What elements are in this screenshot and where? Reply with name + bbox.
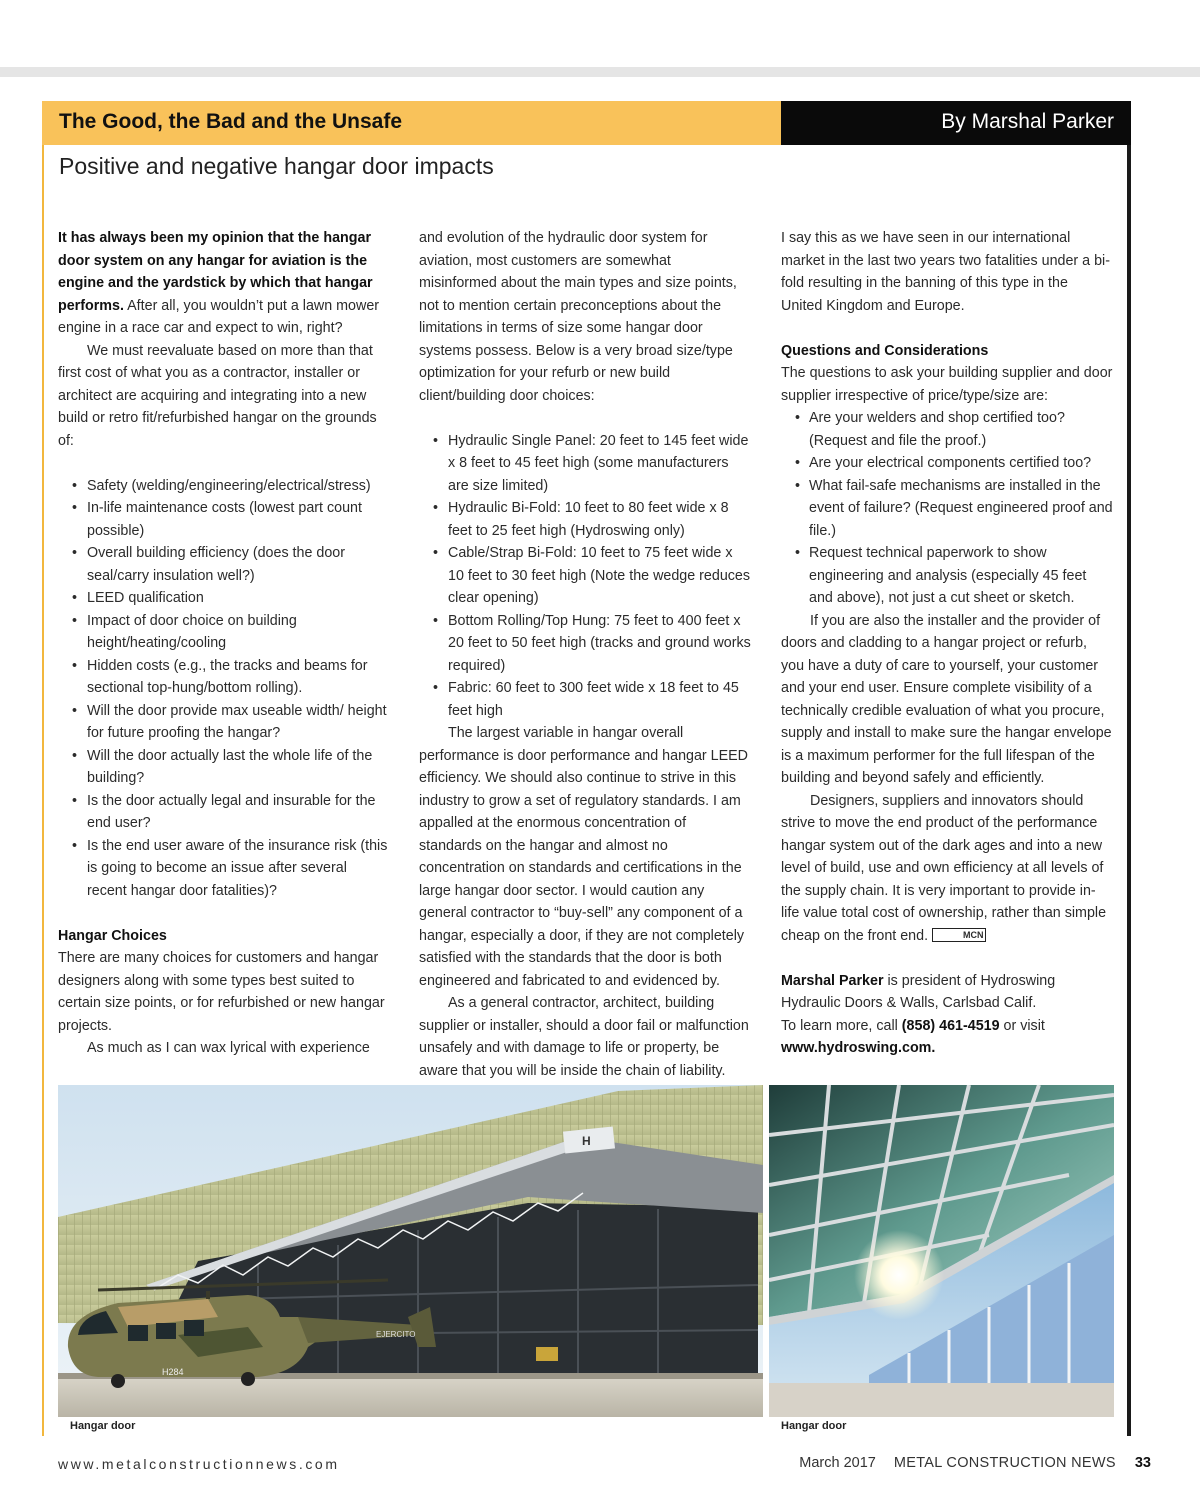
contact-line	[781, 1015, 1113, 1038]
door-types-list	[419, 430, 751, 723]
paragraph: The questions to ask your building supplier and door supplier irrespective of price/type/size are:	[781, 365, 1113, 404]
lead-bold: It has always been my opinion that the hangar door system on any hangar for aviation is the engine and the yardstick by which that hangar performs.	[58, 230, 373, 314]
contact-website-link[interactable]: www.hydroswing.com.	[781, 1040, 936, 1056]
article-subtitle: Positive and negative hangar door impacts	[59, 153, 494, 179]
paragraph: As much as I can wax lyrical with experience	[87, 1040, 370, 1056]
contact-mid: or visit	[999, 1017, 1045, 1034]
list-item: • Cable/Strap Bi-Fold: 10 feet to 75 feet wide x 10 feet to 30 feet high (Note the wedge reduces clear opening)	[419, 542, 751, 610]
list-item: • Is the end user aware of the insurance risk (this is going to become an issue after several recent hangar door fatalities)?	[58, 835, 390, 903]
text-column-3	[781, 227, 1113, 1060]
text-column-1	[58, 227, 390, 1060]
photo-caption-left: Hangar door	[70, 1420, 136, 1432]
paragraph: I say this as we have seen in our international market in the last two years two fatalities under a bi-fold resulting in the banning of this type in the United Kingdom and Europe.	[781, 230, 1110, 314]
photo-hangar-helicopter	[58, 1085, 763, 1417]
paragraph: We must reevaluate based on more than that first cost of what you as a contractor, installer or architect are acquiring and integrating into a new build or retro fit/refurbished hangar on the grounds of:	[58, 342, 377, 449]
helicopter-tail-code: H284	[162, 1367, 184, 1377]
canopy-illustration	[769, 1085, 1114, 1417]
text-column-2	[419, 227, 751, 1082]
frame-right-rule	[1127, 101, 1131, 1436]
list-item: • Bottom Rolling/Top Hung: 75 feet to 400 feet x 20 feet to 50 feet high (tracks and ground works required)	[419, 610, 751, 678]
paragraph: As a general contractor, architect, building supplier or installer, should a door fail or malfunction unsafely and with damage to life or property, be aware that you will be inside the chain of liability.	[419, 995, 749, 1079]
list-item: • LEED qualification	[58, 587, 390, 610]
footer-date: March 2017	[799, 1455, 876, 1471]
paragraph: If you are also the installer and the provider of doors and cladding to a hangar project or refurb, you have a duty of care to yourself, your customer and your end user. Ensure complete visibility of a technically credible evaluation of what you procure, supply and install to make sure the hangar envelope is a maximum performer for the full lifespan of the building and beyond safely and efficiently.	[781, 612, 1112, 786]
closing-paragraph	[781, 790, 1113, 948]
closing-text: Designers, suppliers and innovators should strive to move the end product of the performance hangar system out of the dark ages and into a new level of build, use and own efficiency at all levels of the supply chain. It is very important to provide in-life value total cost of ownership, rather than simple cheap on the front end.	[781, 792, 1107, 944]
list-item: • Request technical paperwork to show engineering and analysis (especially 45 feet and above), not just a cut sheet or sketch.	[781, 542, 1113, 610]
section-heading: Hangar Choices	[58, 927, 167, 944]
bio-text: is president of Hydroswing Hydraulic Doors & Walls, Carlsbad Calif.	[781, 972, 1056, 1011]
list-item: • Hydraulic Single Panel: 20 feet to 145 feet wide x 8 feet to 45 feet high (some manufacturers are size limited)	[419, 430, 751, 498]
questions-list	[781, 407, 1113, 610]
paragraph: There are many choices for customers and hangar designers along with some types best suited to certain size points, or for refurbished or new hangar projects.	[58, 950, 385, 1034]
lead-rest: After all, you wouldn’t put a lawn mower engine in a race car and expect to win, right?	[58, 297, 380, 336]
list-item: • Will the door actually last the whole life of the building?	[58, 745, 390, 790]
article-kicker: The Good, the Bad and the Unsafe	[59, 110, 403, 133]
list-item: • What fail-safe mechanisms are installed in the event of failure? (Request engineered proof and file.)	[781, 475, 1113, 543]
page-number: 33	[1134, 1455, 1151, 1471]
photo-hangar-canopy	[769, 1085, 1114, 1417]
list-item: • Are your electrical components certified too?	[781, 452, 1113, 475]
author-bio	[781, 970, 1113, 1015]
footer-website-link[interactable]: www.metalconstructionnews.com	[58, 1456, 340, 1472]
footer-publication: METAL CONSTRUCTION NEWS	[893, 1455, 1116, 1471]
list-item: • Hidden costs (e.g., the tracks and beams for sectional top-hung/bottom rolling).	[58, 655, 390, 700]
top-rule	[0, 67, 1200, 77]
list-item: • Safety (welding/engineering/electrical/stress)	[58, 475, 390, 498]
list-item: • Hydraulic Bi-Fold: 10 feet to 80 feet wide x 8 feet to 25 feet high (Hydroswing only)	[419, 497, 751, 542]
list-item: • Will the door provide max useable width/ height for future proofing the hangar?	[58, 700, 390, 745]
paragraph: The largest variable in hangar overall performance is door performance and hangar LEED efficiency. We should also continue to strive in this industry to grow a set of regulatory standards. I am appalled at the enormous concentration of standards on the hangar and almost no concentration on standards and certifications in the large hangar door sector. I would caution any general contractor to “buy-sell” any component of a hangar, especially a door, if they are not completely satisfied with the standards that the door is both engineered and fabricated to and evidenced by.	[419, 725, 749, 989]
section-heading: Questions and Considerations	[781, 342, 989, 359]
door-logo-text: H	[582, 1134, 591, 1148]
paragraph: and evolution of the hydraulic door system for aviation, most customers are somewhat misinformed about the main types and size points, not to mention certain preconceptions about the limitations in terms of size some hangar door systems possess. Below is a very broad size/type optimization for your refurb or new build client/building door choices:	[419, 230, 737, 404]
list-item: • Is the door actually legal and insurable for the end user?	[58, 790, 390, 835]
list-item: • In-life maintenance costs (lowest part count possible)	[58, 497, 390, 542]
grounds-list	[58, 475, 390, 903]
lead-paragraph	[58, 227, 390, 340]
list-item: • Overall building efficiency (does the door seal/carry insulation well?)	[58, 542, 390, 587]
hangar-illustration	[58, 1085, 763, 1417]
article-byline: By Marshal Parker	[941, 110, 1114, 133]
mcn-end-mark: MCN	[932, 928, 986, 942]
list-item: • Are your welders and shop certified too? (Request and file the proof.)	[781, 407, 1113, 452]
photo-caption-right: Hangar door	[781, 1420, 847, 1432]
contact-prefix: To learn more, call	[781, 1017, 902, 1034]
list-item: • Fabric: 60 feet to 300 feet wide x 18 feet to 45 feet high	[419, 677, 751, 722]
contact-phone: (858) 461-4519	[901, 1017, 1000, 1034]
helicopter-side-text: EJERCITO	[376, 1330, 416, 1339]
list-item: • Impact of door choice on building height/heating/cooling	[58, 610, 390, 655]
footer-folio	[799, 1455, 1151, 1471]
bio-name: Marshal Parker	[781, 972, 884, 989]
frame-left-rule	[42, 101, 44, 1436]
